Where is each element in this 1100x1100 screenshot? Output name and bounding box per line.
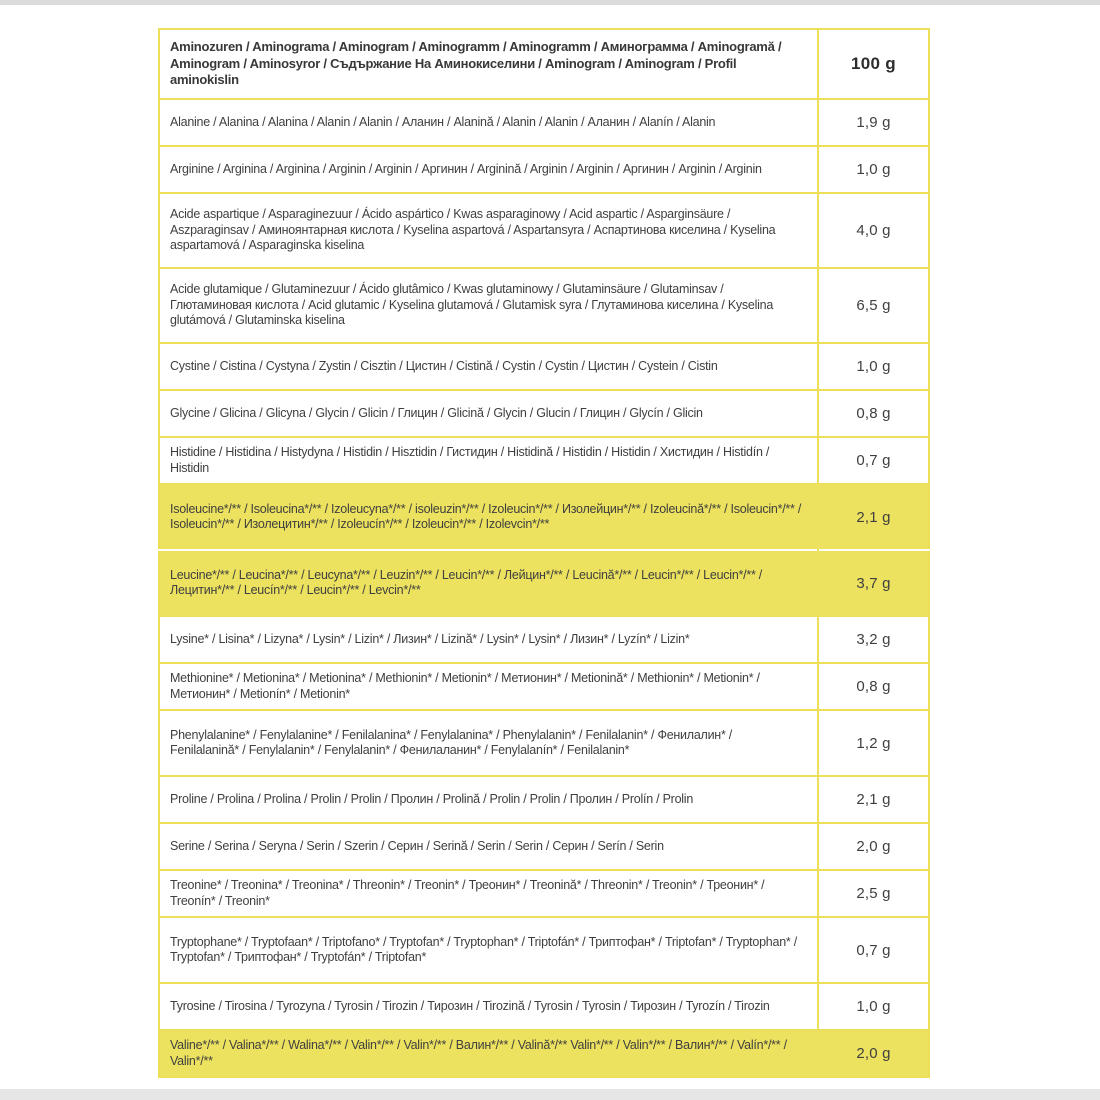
amino-acid-names: Leucine*/** / Leucina*/** / Leucyna*/** / Leuzin*/** / Leucin*/** / Лейцин*/** / Leucină*/** / Leucin*/** / Leucin*/** / Лецитин*/** / Leucín*/** / Leucin*/** / Levcin*/**	[159, 550, 818, 616]
amount-value: 0,7 g	[818, 917, 929, 983]
amount-value: 6,5 g	[818, 268, 929, 343]
amino-acid-names: Glycine / Glicina / Glicyna / Glycin / Glicin / Глицин / Glicină / Glycin / Glucin / Глицин / Glycín / Glicin	[159, 390, 818, 437]
table-header-amount: 100 g	[818, 29, 929, 99]
amino-acid-names: Valine*/** / Valina*/** / Walina*/** / Valin*/** / Valin*/** / Валин*/** / Valină*/** Valin*/** / Valin*/** / Валин*/** / Valín*/** / Valin*/**	[159, 1030, 818, 1077]
table-row-leucine	[159, 550, 929, 616]
amount-value: 0,8 g	[818, 390, 929, 437]
table-row-tryptophan	[159, 917, 929, 983]
amount-value: 4,0 g	[818, 193, 929, 268]
table-row-alanine	[159, 99, 929, 146]
amino-acid-names: Methionine* / Metionina* / Metionina* / Methionin* / Metionin* / Метионин* / Metionină* / Methionin* / Metionin* / Метионин* / Metionín* / Metionin*	[159, 663, 818, 710]
amino-acid-names: Alanine / Alanina / Alanina / Alanin / Alanin / Аланин / Alanină / Alanin / Alanin / Аланин / Alanín / Alanin	[159, 99, 818, 146]
amino-acid-names: Cystine / Cistina / Cystyna / Zystin / Cisztin / Цистин / Cistină / Cystin / Cystin / Цистин / Cystein / Cistin	[159, 343, 818, 390]
amount-value: 3,7 g	[818, 550, 929, 616]
amino-acid-names: Acide glutamique / Glutaminezuur / Ácido glutâmico / Kwas glutaminowy / Glutaminsäure / Glutaminsav / Глютаминовая кислота / Acid glutamic / Kyselina glutamová / Glutamisk syra / Глутаминова киселина / Kyselina glutámová / Glutaminska kiselina	[159, 268, 818, 343]
table-row-proline	[159, 776, 929, 823]
aminogram-table	[158, 28, 930, 1078]
amino-acid-names: Histidine / Histidina / Histydyna / Histidin / Hisztidin / Гистидин / Histidină / Histidin / Histidin / Хистидин / Histidín / Histidin	[159, 437, 818, 484]
amount-value: 2,5 g	[818, 870, 929, 917]
table-row-glycine	[159, 390, 929, 437]
amino-acid-names: Proline / Prolina / Prolina / Prolin / Prolin / Пролин / Prolină / Prolin / Prolin / Пролин / Prolín / Prolin	[159, 776, 818, 823]
amount-value: 2,0 g	[818, 823, 929, 870]
amount-value: 1,2 g	[818, 710, 929, 776]
table-row-aspartic-acid	[159, 193, 929, 268]
table-header-label: Aminozuren / Aminograma / Aminogram / Aminogramm / Aminogramm / Аминограмма / Aminogramă / Aminogram / Aminosyror / Съдържание На Аминокиселини / Aminogram / Aminogram / Profil aminokislin	[170, 39, 782, 88]
bottom-gray-strip	[0, 1089, 1100, 1100]
amount-value: 3,2 g	[818, 616, 929, 663]
amount-value: 1,0 g	[818, 146, 929, 193]
amount-value: 1,0 g	[818, 983, 929, 1030]
amount-value: 1,0 g	[818, 343, 929, 390]
table-row-cystine	[159, 343, 929, 390]
table-row-threonine	[159, 870, 929, 917]
amino-acid-names: Serine / Serina / Seryna / Serin / Szerin / Серин / Serină / Serin / Serin / Серин / Serín / Serin	[159, 823, 818, 870]
amino-acid-names: Tyrosine / Tirosina / Tyrozyna / Tyrosin / Tirozin / Тирозин / Tirozină / Tyrosin / Tyrosin / Тирозин / Tyrozín / Tirozin	[159, 983, 818, 1030]
aminogram-table-container	[158, 28, 930, 1078]
amino-acid-names: Lysine* / Lisina* / Lizyna* / Lysin* / Lizin* / Лизин* / Lizină* / Lysin* / Lysin* / Лизин* / Lyzín* / Lizin*	[159, 616, 818, 663]
amount-value: 2,1 g	[818, 484, 929, 550]
amount-value: 0,7 g	[818, 437, 929, 484]
table-row-tyrosine	[159, 983, 929, 1030]
amino-acid-names: Treonine* / Treonina* / Treonina* / Threonin* / Treonin* / Треонин* / Treonină* / Threonin* / Treonin* / Треонин* / Treonín* / Treonin*	[159, 870, 818, 917]
table-row-lysine	[159, 616, 929, 663]
table-row-phenylalanine	[159, 710, 929, 776]
table-header-row	[159, 29, 929, 99]
table-row-methionine	[159, 663, 929, 710]
table-row-valine	[159, 1030, 929, 1077]
amount-value: 0,8 g	[818, 663, 929, 710]
table-row-glutamic-acid	[159, 268, 929, 343]
table-row-serine	[159, 823, 929, 870]
table-row-histidine	[159, 437, 929, 484]
table-row-arginine	[159, 146, 929, 193]
top-gray-strip	[0, 0, 1100, 5]
amino-acid-names: Arginine / Arginina / Arginina / Arginin / Arginin / Аргинин / Arginină / Arginin / Arginin / Аргинин / Arginin / Arginin	[159, 146, 818, 193]
amount-value: 2,1 g	[818, 776, 929, 823]
amount-value: 1,9 g	[818, 99, 929, 146]
amount-value: 2,0 g	[818, 1030, 929, 1077]
amino-acid-names: Tryptophane* / Tryptofaan* / Triptofano* / Tryptofan* / Tryptophan* / Triptofán* / Триптофан* / Triptofan* / Tryptophan* / Tryptofan* / Триптофан* / Tryptofán* / Triptofan*	[159, 917, 818, 983]
amino-acid-names: Phenylalanine* / Fenylalanine* / Fenilalanina* / Fenylalanina* / Phenylalanin* / Fenilalanin* / Фенилалин* / Fenilalanină* / Fenylalanin* / Fenylalanin* / Фенилаланин* / Fenylalanín* / Fenilalanin*	[159, 710, 818, 776]
amino-acid-names: Isoleucine*/** / Isoleucina*/** / Izoleucyna*/** / isoleuzin*/** / Izoleucin*/** / Изолейцин*/** / Izoleucină*/** / Isoleucin*/** / Isoleucin*/** / Изолецитин*/** / Izoleucín*/** / Izoleucin*/** / Izolevcin*/**	[159, 484, 818, 550]
table-row-isoleucine	[159, 484, 929, 550]
amino-acid-names: Acide aspartique / Asparaginezuur / Ácido aspártico / Kwas asparaginowy / Acid aspartic / Asparginsäure / Aszparaginsav / Аминоянтарная кислота / Kyselina aspartová / Aspartansyra / Аспартинова киселина / Kyselina aspartamová / Asparaginska kiselina	[159, 193, 818, 268]
